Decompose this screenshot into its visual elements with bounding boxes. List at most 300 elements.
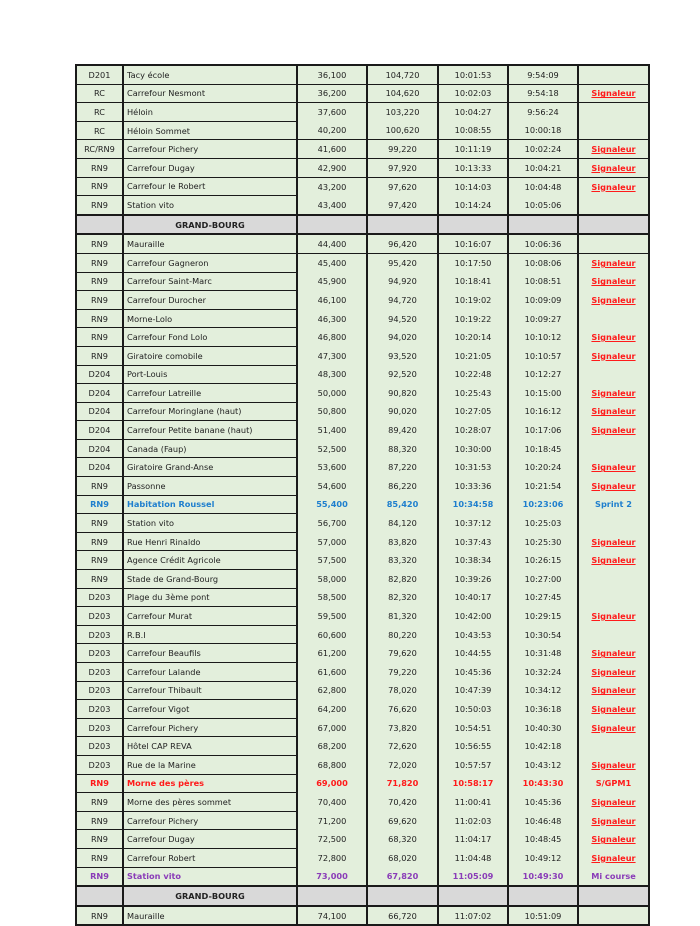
km-covered-cell: 42,900 [297,158,367,177]
itinerary-row [76,84,649,103]
road-cell: D203 [76,644,123,663]
place-cell: R.B.I [123,625,297,644]
km-covered-cell: 47,300 [297,346,367,365]
km-remaining-cell: 83,320 [367,551,438,570]
itinerary-row [76,121,649,140]
road-cell: RN9 [76,532,123,551]
km-covered-cell: 50,000 [297,384,367,403]
time-schedule-b-cell: 10:31:48 [508,644,578,663]
place-cell: Carrefour Thibault [123,681,297,700]
time-schedule-b-cell: 10:43:12 [508,755,578,774]
km-covered-cell: 46,800 [297,328,367,347]
road-cell: RN9 [76,253,123,272]
signaleur-link[interactable]: Signaleur [591,462,636,473]
time-schedule-a-cell: 10:14:03 [438,177,508,196]
place-cell: Carrefour le Robert [123,177,297,196]
time-schedule-a-cell: 10:45:36 [438,663,508,682]
signaleur-link[interactable]: Signaleur [591,834,636,845]
road-cell: D204 [76,421,123,440]
place-cell: Plage du 3ème pont [123,588,297,607]
signaleur-link[interactable]: Signaleur [591,425,636,436]
itinerary-row [76,718,649,737]
time-schedule-a-cell: 10:13:33 [438,158,508,177]
time-schedule-b-cell: 10:20:24 [508,458,578,477]
time-schedule-a-cell: 10:40:17 [438,588,508,607]
time-schedule-b-cell: 10:12:27 [508,365,578,384]
time-schedule-b-cell: 10:25:03 [508,514,578,533]
place-cell: Carrefour Pichery [123,811,297,830]
itinerary-row [76,158,649,177]
time-schedule-a-cell: 10:08:55 [438,121,508,140]
note-cell [578,384,649,403]
place-cell: Passonne [123,477,297,496]
time-schedule-b-cell: 10:05:06 [508,196,578,215]
time-schedule-a-cell: 10:11:19 [438,140,508,159]
place-cell: Carrefour Petite banane (haut) [123,421,297,440]
km-remaining-cell: 96,420 [367,234,438,253]
km-remaining-cell: 103,220 [367,103,438,122]
road-cell: D203 [76,625,123,644]
note-label: Sprint 2 [595,499,632,510]
place-cell: Carrefour Latreille [123,384,297,403]
signaleur-link[interactable]: Signaleur [591,685,636,696]
place-cell: Station vito [123,196,297,215]
time-schedule-a-cell: 11:04:17 [438,830,508,849]
place-cell: Carrefour Pichery [123,140,297,159]
road-cell: RN9 [76,291,123,310]
road-cell: RN9 [76,514,123,533]
itinerary-row [76,570,649,589]
km-covered-cell: 57,000 [297,532,367,551]
time-schedule-b-cell: 10:26:15 [508,551,578,570]
time-schedule-a-cell: 10:27:05 [438,402,508,421]
itinerary-row [76,830,649,849]
km-covered-cell: 45,400 [297,253,367,272]
time-schedule-b-cell: 10:25:30 [508,532,578,551]
km-remaining-cell: 88,320 [367,439,438,458]
place-cell: Morne-Lolo [123,309,297,328]
note-cell [578,196,649,215]
road-cell: RN9 [76,793,123,812]
time-schedule-a-cell: 10:42:00 [438,607,508,626]
itinerary-row [76,346,649,365]
time-schedule-a-cell: 10:25:43 [438,384,508,403]
signaleur-link[interactable]: Signaleur [591,276,636,287]
place-cell: Giratoire comobile [123,346,297,365]
place-cell: Rue de la Marine [123,755,297,774]
time-schedule-b-cell: 10:49:12 [508,848,578,867]
road-cell: RN9 [76,495,123,514]
time-schedule-b-cell: 10:23:06 [508,495,578,514]
place-cell: Stade de Grand-Bourg [123,570,297,589]
note-cell [578,365,649,384]
section-empty-cell [578,886,649,906]
km-remaining-cell: 94,920 [367,272,438,291]
time-schedule-a-cell: 10:37:43 [438,532,508,551]
time-schedule-b-cell: 10:02:24 [508,140,578,159]
itinerary-row [76,140,649,159]
signaleur-link[interactable]: Signaleur [591,162,636,173]
time-schedule-b-cell: 10:08:06 [508,253,578,272]
itinerary-row [76,681,649,700]
time-schedule-b-cell: 10:45:36 [508,793,578,812]
km-remaining-cell: 95,420 [367,253,438,272]
time-schedule-a-cell: 10:57:57 [438,755,508,774]
place-cell: Mauraille [123,906,297,926]
signaleur-link[interactable]: Signaleur [591,648,636,659]
itinerary-row [76,625,649,644]
signaleur-link[interactable]: Signaleur [591,666,636,677]
time-schedule-b-cell: 10:42:18 [508,737,578,756]
section-empty-cell [508,215,578,235]
road-cell: D203 [76,588,123,607]
km-remaining-cell: 104,720 [367,65,438,84]
note-cell [578,272,649,291]
itinerary-row [76,309,649,328]
note-cell [578,700,649,719]
section-empty-cell [508,886,578,906]
road-cell: D204 [76,365,123,384]
signaleur-link[interactable]: Signaleur [591,181,636,192]
note-cell [578,867,649,886]
place-cell: Morne des pères [123,774,297,793]
time-schedule-a-cell: 10:17:50 [438,253,508,272]
place-cell: Carrefour Lalande [123,663,297,682]
time-schedule-b-cell: 10:32:24 [508,663,578,682]
km-covered-cell: 48,300 [297,365,367,384]
km-remaining-cell: 70,420 [367,793,438,812]
time-schedule-a-cell: 10:14:24 [438,196,508,215]
itinerary-row [76,551,649,570]
km-remaining-cell: 80,220 [367,625,438,644]
section-road-cell [76,886,123,906]
time-schedule-a-cell: 10:18:41 [438,272,508,291]
km-remaining-cell: 81,320 [367,607,438,626]
signaleur-link[interactable]: Signaleur [591,406,636,417]
time-schedule-a-cell: 10:58:17 [438,774,508,793]
km-covered-cell: 64,200 [297,700,367,719]
road-cell: RN9 [76,811,123,830]
km-covered-cell: 73,000 [297,867,367,886]
time-schedule-b-cell: 10:04:21 [508,158,578,177]
note-cell [578,495,649,514]
time-schedule-b-cell: 10:09:27 [508,309,578,328]
itinerary-row [76,196,649,215]
km-remaining-cell: 99,220 [367,140,438,159]
km-covered-cell: 53,600 [297,458,367,477]
km-remaining-cell: 97,420 [367,196,438,215]
km-remaining-cell: 67,820 [367,867,438,886]
itinerary-row [76,495,649,514]
signaleur-link[interactable]: Signaleur [591,144,636,155]
km-remaining-cell: 79,620 [367,644,438,663]
time-schedule-a-cell: 10:28:07 [438,421,508,440]
time-schedule-b-cell: 10:10:12 [508,328,578,347]
signaleur-link[interactable]: Signaleur [591,257,636,268]
place-cell: Carrefour Moringlane (haut) [123,402,297,421]
note-cell [578,514,649,533]
place-cell: Morne des pères sommet [123,793,297,812]
signaleur-link[interactable]: Signaleur [591,611,636,622]
road-cell: RN9 [76,774,123,793]
km-remaining-cell: 78,020 [367,681,438,700]
note-cell [578,848,649,867]
section-header-row [76,215,649,235]
road-cell: RN9 [76,158,123,177]
itinerary-row [76,402,649,421]
itinerary-row [76,644,649,663]
note-label: S/GPM1 [595,778,632,789]
road-cell: RN9 [76,234,123,253]
km-covered-cell: 62,800 [297,681,367,700]
km-covered-cell: 72,500 [297,830,367,849]
itinerary-row [76,607,649,626]
km-remaining-cell: 73,820 [367,718,438,737]
note-cell [578,402,649,421]
note-label: Mi course [591,871,636,882]
place-cell: Carrefour Dugay [123,830,297,849]
km-covered-cell: 41,600 [297,140,367,159]
place-cell: Carrefour Beaufils [123,644,297,663]
road-cell: RN9 [76,196,123,215]
signaleur-link[interactable]: Signaleur [591,536,636,547]
itinerary-row [76,906,649,926]
time-schedule-a-cell: 10:54:51 [438,718,508,737]
road-cell: D203 [76,663,123,682]
km-covered-cell: 68,800 [297,755,367,774]
place-cell: Canada (Faup) [123,439,297,458]
km-remaining-cell: 85,420 [367,495,438,514]
km-remaining-cell: 72,020 [367,755,438,774]
km-covered-cell: 40,200 [297,121,367,140]
road-cell: RN9 [76,570,123,589]
itinerary-row [76,811,649,830]
place-cell: Carrefour Vigot [123,700,297,719]
time-schedule-a-cell: 10:43:53 [438,625,508,644]
place-cell: Carrefour Murat [123,607,297,626]
section-empty-cell [367,886,438,906]
km-remaining-cell: 94,520 [367,309,438,328]
itinerary-row [76,234,649,253]
section-empty-cell [367,215,438,235]
note-cell [578,84,649,103]
place-cell: Carrefour Fond Lolo [123,328,297,347]
km-remaining-cell: 87,220 [367,458,438,477]
km-remaining-cell: 79,220 [367,663,438,682]
km-covered-cell: 58,000 [297,570,367,589]
note-cell [578,681,649,700]
km-remaining-cell: 76,620 [367,700,438,719]
km-covered-cell: 44,400 [297,234,367,253]
km-remaining-cell: 94,720 [367,291,438,310]
km-covered-cell: 60,600 [297,625,367,644]
place-cell: Héloin Sommet [123,121,297,140]
signaleur-link[interactable]: Signaleur [591,88,636,99]
itinerary-row [76,365,649,384]
time-schedule-a-cell: 11:07:02 [438,906,508,926]
time-schedule-a-cell: 10:56:55 [438,737,508,756]
signaleur-link[interactable]: Signaleur [591,555,636,566]
km-covered-cell: 56,700 [297,514,367,533]
note-cell [578,793,649,812]
note-cell [578,439,649,458]
note-cell [578,625,649,644]
itinerary-row [76,793,649,812]
time-schedule-b-cell: 10:43:30 [508,774,578,793]
km-remaining-cell: 100,620 [367,121,438,140]
time-schedule-b-cell: 10:49:30 [508,867,578,886]
road-cell: RN9 [76,309,123,328]
place-cell: Giratoire Grand-Anse [123,458,297,477]
note-cell [578,477,649,496]
note-cell [578,774,649,793]
place-cell: Port-Louis [123,365,297,384]
time-schedule-a-cell: 10:47:39 [438,681,508,700]
km-remaining-cell: 93,520 [367,346,438,365]
place-cell: Carrefour Gagneron [123,253,297,272]
time-schedule-a-cell: 10:30:00 [438,439,508,458]
time-schedule-b-cell: 10:16:12 [508,402,578,421]
road-cell: RN9 [76,272,123,291]
road-cell: D204 [76,402,123,421]
note-cell [578,421,649,440]
place-cell: Héloin [123,103,297,122]
time-schedule-a-cell: 10:37:12 [438,514,508,533]
km-covered-cell: 57,500 [297,551,367,570]
km-remaining-cell: 71,820 [367,774,438,793]
road-cell: D204 [76,384,123,403]
place-cell: Carrefour Pichery [123,718,297,737]
itinerary-row [76,458,649,477]
note-cell [578,291,649,310]
signaleur-link[interactable]: Signaleur [591,480,636,491]
road-cell: RN9 [76,906,123,926]
time-schedule-a-cell: 10:19:22 [438,309,508,328]
place-cell: Agence Crédit Agricole [123,551,297,570]
itinerary-row [76,477,649,496]
note-cell [578,532,649,551]
time-schedule-a-cell: 10:19:02 [438,291,508,310]
itinerary-row [76,588,649,607]
road-cell: RN9 [76,346,123,365]
signaleur-link[interactable]: Signaleur [591,332,636,343]
itinerary-rows [76,65,649,925]
section-empty-cell [297,215,367,235]
itinerary-row [76,867,649,886]
km-covered-cell: 67,000 [297,718,367,737]
time-schedule-a-cell: 10:01:53 [438,65,508,84]
note-cell [578,906,649,926]
signaleur-link[interactable]: Signaleur [591,350,636,361]
road-cell: RN9 [76,830,123,849]
note-cell [578,346,649,365]
km-remaining-cell: 86,220 [367,477,438,496]
km-remaining-cell: 97,920 [367,158,438,177]
signaleur-link[interactable]: Signaleur [591,852,636,863]
km-remaining-cell: 72,620 [367,737,438,756]
time-schedule-b-cell: 10:08:51 [508,272,578,291]
section-empty-cell [578,215,649,235]
km-remaining-cell: 68,020 [367,848,438,867]
road-cell: RN9 [76,867,123,886]
time-schedule-b-cell: 10:04:48 [508,177,578,196]
itinerary-row [76,384,649,403]
time-schedule-a-cell: 10:34:58 [438,495,508,514]
km-covered-cell: 37,600 [297,103,367,122]
note-cell [578,607,649,626]
time-schedule-b-cell: 10:34:12 [508,681,578,700]
time-schedule-a-cell: 11:02:03 [438,811,508,830]
km-remaining-cell: 89,420 [367,421,438,440]
signaleur-link[interactable]: Signaleur [591,294,636,305]
time-schedule-b-cell: 10:09:09 [508,291,578,310]
note-cell [578,65,649,84]
itinerary-row [76,177,649,196]
time-schedule-a-cell: 10:22:48 [438,365,508,384]
itinerary-row [76,663,649,682]
note-cell [578,309,649,328]
road-cell: RC [76,121,123,140]
itinerary-sheet [75,64,650,926]
km-covered-cell: 36,200 [297,84,367,103]
signaleur-link[interactable]: Signaleur [591,722,636,733]
km-covered-cell: 52,500 [297,439,367,458]
km-covered-cell: 72,800 [297,848,367,867]
km-covered-cell: 45,900 [297,272,367,291]
time-schedule-a-cell: 10:02:03 [438,84,508,103]
section-title: GRAND-BOURG [123,215,297,235]
itinerary-row [76,65,649,84]
itinerary-row [76,272,649,291]
section-empty-cell [438,886,508,906]
km-remaining-cell: 82,320 [367,588,438,607]
signaleur-link[interactable]: Signaleur [591,759,636,770]
time-schedule-b-cell: 10:30:54 [508,625,578,644]
time-schedule-b-cell: 9:54:09 [508,65,578,84]
road-cell: RC [76,84,123,103]
note-cell [578,718,649,737]
time-schedule-a-cell: 10:04:27 [438,103,508,122]
km-covered-cell: 36,100 [297,65,367,84]
note-cell [578,103,649,122]
time-schedule-b-cell: 10:29:15 [508,607,578,626]
road-cell: RC [76,103,123,122]
note-cell [578,158,649,177]
km-remaining-cell: 90,020 [367,402,438,421]
time-schedule-a-cell: 10:16:07 [438,234,508,253]
note-cell [578,551,649,570]
km-remaining-cell: 97,620 [367,177,438,196]
km-covered-cell: 58,500 [297,588,367,607]
itinerary-row [76,532,649,551]
place-cell: Carrefour Dugay [123,158,297,177]
note-cell [578,177,649,196]
signaleur-link[interactable]: Signaleur [591,387,636,398]
place-cell: Carrefour Nesmont [123,84,297,103]
road-cell: D204 [76,439,123,458]
signaleur-link[interactable]: Signaleur [591,815,636,826]
note-cell [578,121,649,140]
itinerary-row [76,774,649,793]
km-covered-cell: 61,200 [297,644,367,663]
km-remaining-cell: 104,620 [367,84,438,103]
signaleur-link[interactable]: Signaleur [591,703,636,714]
itinerary-row [76,291,649,310]
section-title: GRAND-BOURG [123,886,297,906]
time-schedule-a-cell: 10:44:55 [438,644,508,663]
signaleur-link[interactable]: Signaleur [591,796,636,807]
itinerary-row [76,421,649,440]
